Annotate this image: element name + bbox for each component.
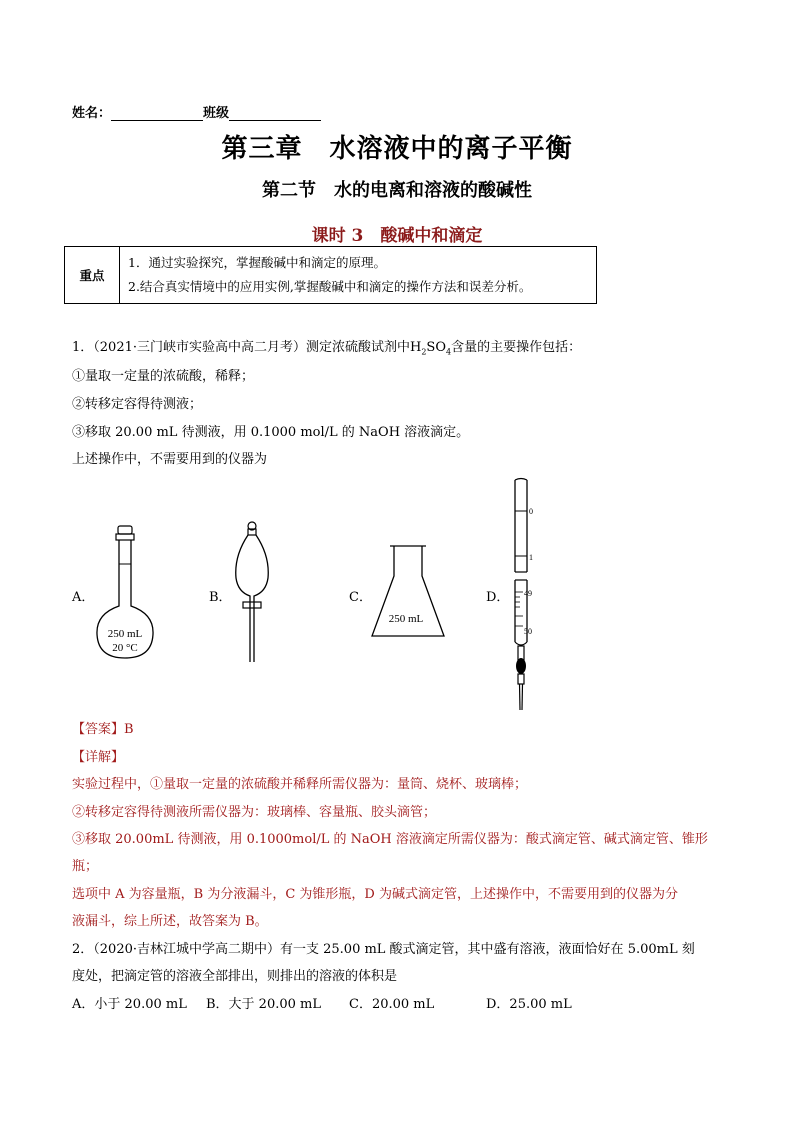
q1-detail-label: 【详解】 <box>72 750 125 765</box>
q1-option-c-letter[interactable]: C． <box>349 590 372 605</box>
class-label: 班级 <box>203 106 230 121</box>
conical-flask-volume-label: 250 mL <box>388 613 424 625</box>
name-blank[interactable] <box>111 108 203 121</box>
burette-mark-49: 49 <box>524 589 532 598</box>
q1-option-d-letter[interactable]: D． <box>486 590 510 605</box>
q1-option-a-letter[interactable]: A． <box>72 590 95 605</box>
name-label: 姓名： <box>72 106 112 121</box>
q1-stem-sub2: 4 <box>446 347 452 357</box>
name-class-line <box>72 102 321 121</box>
q1-detail-line-5: 选项中 A 为容量瓶，B 为分液漏斗，C 为锥形瓶，D 为碱式滴定管，上述操作中，不需要用到的仪器为分 <box>72 887 678 902</box>
q1-step-3: ③移取 20.00 mL 待测液，用 0.1000 mol/L 的 NaOH 溶液滴定。 <box>72 425 470 440</box>
conical-flask-icon <box>368 542 448 642</box>
flask-temp-label: 20 °C <box>112 642 138 654</box>
q1-detail-line-3: ③移取 20.00mL 待测液，用 0.1000mol/L 的 NaOH 溶液滴定所需仪器为：酸式滴定管、碱式滴定管、锥形 <box>72 832 708 847</box>
burette-mark-0: 0 <box>529 507 533 516</box>
flask-volume-label: 250 mL <box>107 628 143 640</box>
q1-stem-c: 含量的主要操作包括： <box>451 340 582 355</box>
volumetric-flask-icon <box>90 524 160 664</box>
key-points-label: 重点 <box>65 247 120 304</box>
q1-stem-a: 1．（2021·三门峡市实验高中高二月考）测定浓硫酸试剂中H <box>72 340 422 355</box>
q1-step-1: ①量取一定量的浓硫酸，稀释； <box>72 369 255 384</box>
q1-step-2: ②转移定容得待测液； <box>72 397 203 412</box>
q2-stem-line-2: 度处，把滴定管的溶液全部排出，则排出的溶液的体积是 <box>72 969 398 984</box>
q2-option-a[interactable]: A．小于 20.00 mL <box>72 997 187 1012</box>
class-blank[interactable] <box>229 108 321 121</box>
q1-option-b-letter[interactable]: B． <box>209 590 232 605</box>
q1-detail-line-1: 实验过程中，①量取一定量的浓硫酸并稀释所需仪器为：量筒、烧杯、玻璃棒； <box>72 777 528 792</box>
q1-stem <box>72 339 581 362</box>
burette-icon <box>505 476 555 714</box>
key-point-2: 2.结合真实情境中的应用实例,掌握酸碱中和滴定的操作方法和误差分析。 <box>128 279 532 294</box>
burette-mark-50: 50 <box>524 627 532 636</box>
q1-detail-line-6: 液漏斗，综上所述，故答案为 B。 <box>72 914 268 929</box>
key-points-body <box>120 247 597 304</box>
key-points-table <box>64 246 597 304</box>
q1-detail-line-4: 瓶； <box>72 859 99 874</box>
key-point-1: 1．通过实验探究，掌握酸碱中和滴定的原理。 <box>128 255 386 270</box>
chapter-title: 第三章 水溶液中的离子平衡 <box>221 134 573 164</box>
q2-option-c[interactable]: C．20.00 mL <box>349 997 435 1012</box>
burette-mark-1: 1 <box>529 553 533 562</box>
section-title: 第二节 水的电离和溶液的酸碱性 <box>262 180 532 201</box>
q1-answer: 【答案】B <box>72 722 134 737</box>
q2-option-b[interactable]: B．大于 20.00 mL <box>206 997 321 1012</box>
q2-option-d[interactable]: D．25.00 mL <box>486 997 572 1012</box>
q1-question: 上述操作中，不需要用到的仪器为 <box>72 452 268 467</box>
q1-detail-line-2: ②转移定容得待测液所需仪器为：玻璃棒、容量瓶、胶头滴管； <box>72 805 437 820</box>
separatory-funnel-icon <box>228 518 278 668</box>
lesson-title: 课时 3 酸碱中和滴定 <box>311 226 483 246</box>
q1-stem-b: SO <box>426 340 446 355</box>
q1-stem-sub1: 2 <box>421 347 427 357</box>
q2-stem-line-1: 2．（2020·吉林江城中学高二期中）有一支 25.00 mL 酸式滴定管，其中盛有溶液，液面恰好在 5.00mL 刻 <box>72 942 695 957</box>
